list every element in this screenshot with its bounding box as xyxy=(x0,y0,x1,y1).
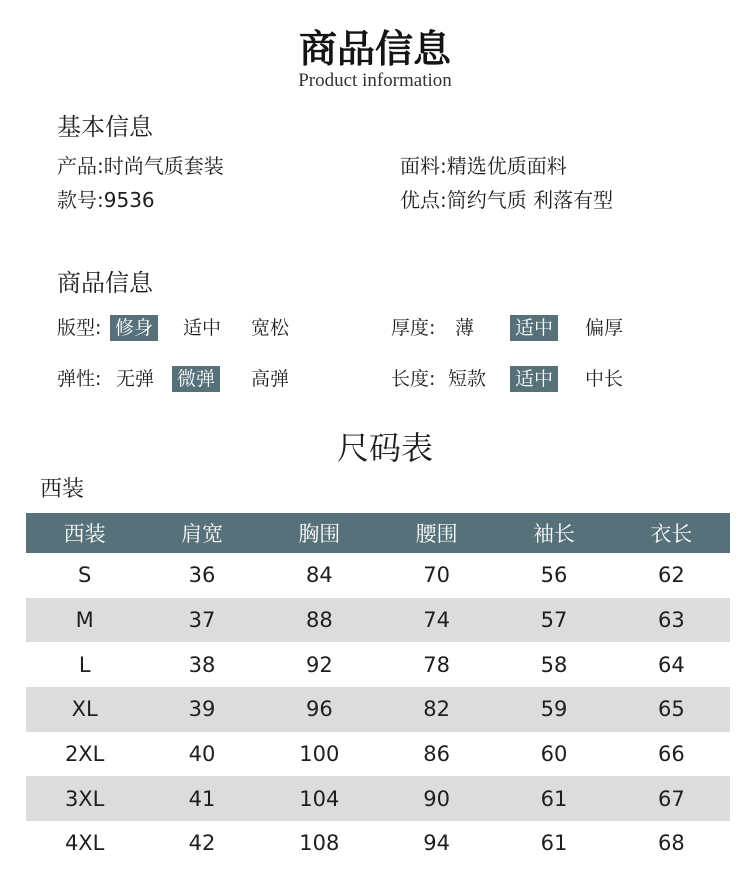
elasticity-label: 弹性: xyxy=(57,368,102,390)
table-cell: 59 xyxy=(495,687,612,732)
fabric-line xyxy=(400,153,567,179)
attr-row-2 xyxy=(0,366,750,392)
table-cell: 82 xyxy=(378,687,495,732)
table-cell: 104 xyxy=(261,776,378,821)
column-header: 胸围 xyxy=(261,513,378,553)
column-header: 衣长 xyxy=(613,513,730,553)
table-cell: 57 xyxy=(495,598,612,643)
table-cell: XL xyxy=(26,687,143,732)
table-cell: 38 xyxy=(188,652,216,677)
table-cell: 58 xyxy=(540,652,568,677)
table-row xyxy=(26,732,730,777)
table-cell: 88 xyxy=(261,598,378,643)
column-header: 肩宽 xyxy=(143,513,260,553)
column-header: 袖长 xyxy=(495,513,612,553)
table-cell: S xyxy=(77,563,92,588)
size-table-header xyxy=(26,513,730,553)
table-cell: 90 xyxy=(378,776,495,821)
table-cell: 40 xyxy=(188,742,216,767)
table-cell: 94 xyxy=(423,831,451,856)
page-subtitle: Product information xyxy=(298,70,452,91)
style-no-line xyxy=(57,187,155,213)
merit-line xyxy=(400,187,613,213)
table-cell: 74 xyxy=(378,598,495,643)
table-row xyxy=(26,687,730,732)
attr-row-1 xyxy=(0,315,750,341)
size-table-label: 西装 xyxy=(40,477,85,502)
table-cell: 92 xyxy=(305,652,333,677)
thickness-option: 适中 xyxy=(510,315,558,341)
table-cell: 60 xyxy=(540,742,568,767)
size-table xyxy=(26,513,730,866)
table-cell: 61 xyxy=(495,776,612,821)
length-label: 长度: xyxy=(391,368,436,390)
size-chart-title: 尺码表 xyxy=(336,429,433,467)
table-cell: 100 xyxy=(299,742,340,767)
table-row xyxy=(26,642,730,687)
merit-value: 简约气质 利落有型 xyxy=(446,188,614,212)
table-cell: 4XL xyxy=(64,831,105,856)
table-row xyxy=(26,821,730,866)
thickness-option: 偏厚 xyxy=(585,317,624,339)
column-header: 腰围 xyxy=(378,513,495,553)
product-value: 时尚气质套装 xyxy=(103,154,224,178)
table-cell: 2XL xyxy=(64,742,105,767)
elasticity-option: 高弹 xyxy=(251,368,290,390)
fit-option: 宽松 xyxy=(251,317,290,339)
length-option: 适中 xyxy=(510,366,558,392)
table-cell: 63 xyxy=(613,598,730,643)
table-cell: 3XL xyxy=(26,776,143,821)
length-option: 中长 xyxy=(585,368,624,390)
style-no-label: 款号: xyxy=(57,188,104,212)
table-cell: 67 xyxy=(613,776,730,821)
page-title: 商品信息 xyxy=(298,26,451,71)
thickness-option: 薄 xyxy=(455,317,475,339)
table-cell: 36 xyxy=(188,563,216,588)
table-cell: 65 xyxy=(613,687,730,732)
table-cell: L xyxy=(78,652,91,677)
product-label: 产品: xyxy=(57,154,104,178)
table-cell: 96 xyxy=(261,687,378,732)
table-row xyxy=(26,553,730,598)
table-cell: 68 xyxy=(657,831,685,856)
merit-label: 优点: xyxy=(400,188,447,212)
thickness-label: 厚度: xyxy=(391,317,436,339)
basic-info-heading: 基本信息 xyxy=(57,113,153,141)
fabric-label: 面料: xyxy=(400,154,447,178)
column-header: 西装 xyxy=(26,513,143,553)
style-no-value: 9536 xyxy=(103,188,155,212)
table-cell: 61 xyxy=(540,831,568,856)
fit-label: 版型: xyxy=(57,317,102,339)
fit-option: 修身 xyxy=(110,315,158,341)
table-cell: 62 xyxy=(657,563,685,588)
table-cell: 39 xyxy=(143,687,260,732)
table-cell: 84 xyxy=(305,563,333,588)
table-cell: M xyxy=(26,598,143,643)
elasticity-option: 微弹 xyxy=(172,366,220,392)
table-cell: 86 xyxy=(423,742,451,767)
fabric-value: 精选优质面料 xyxy=(446,154,567,178)
table-cell: 70 xyxy=(423,563,451,588)
attributes-heading: 商品信息 xyxy=(57,269,153,297)
table-cell: 37 xyxy=(143,598,260,643)
table-cell: 41 xyxy=(143,776,260,821)
table-row xyxy=(26,598,730,643)
table-cell: 108 xyxy=(299,831,340,856)
table-cell: 64 xyxy=(657,652,685,677)
length-option: 短款 xyxy=(448,368,487,390)
table-cell: 56 xyxy=(540,563,568,588)
product-line xyxy=(57,153,224,179)
fit-option: 适中 xyxy=(183,317,222,339)
table-cell: 66 xyxy=(657,742,685,767)
elasticity-option: 无弹 xyxy=(116,368,155,390)
table-row xyxy=(26,776,730,821)
table-cell: 42 xyxy=(188,831,216,856)
table-cell: 78 xyxy=(423,652,451,677)
